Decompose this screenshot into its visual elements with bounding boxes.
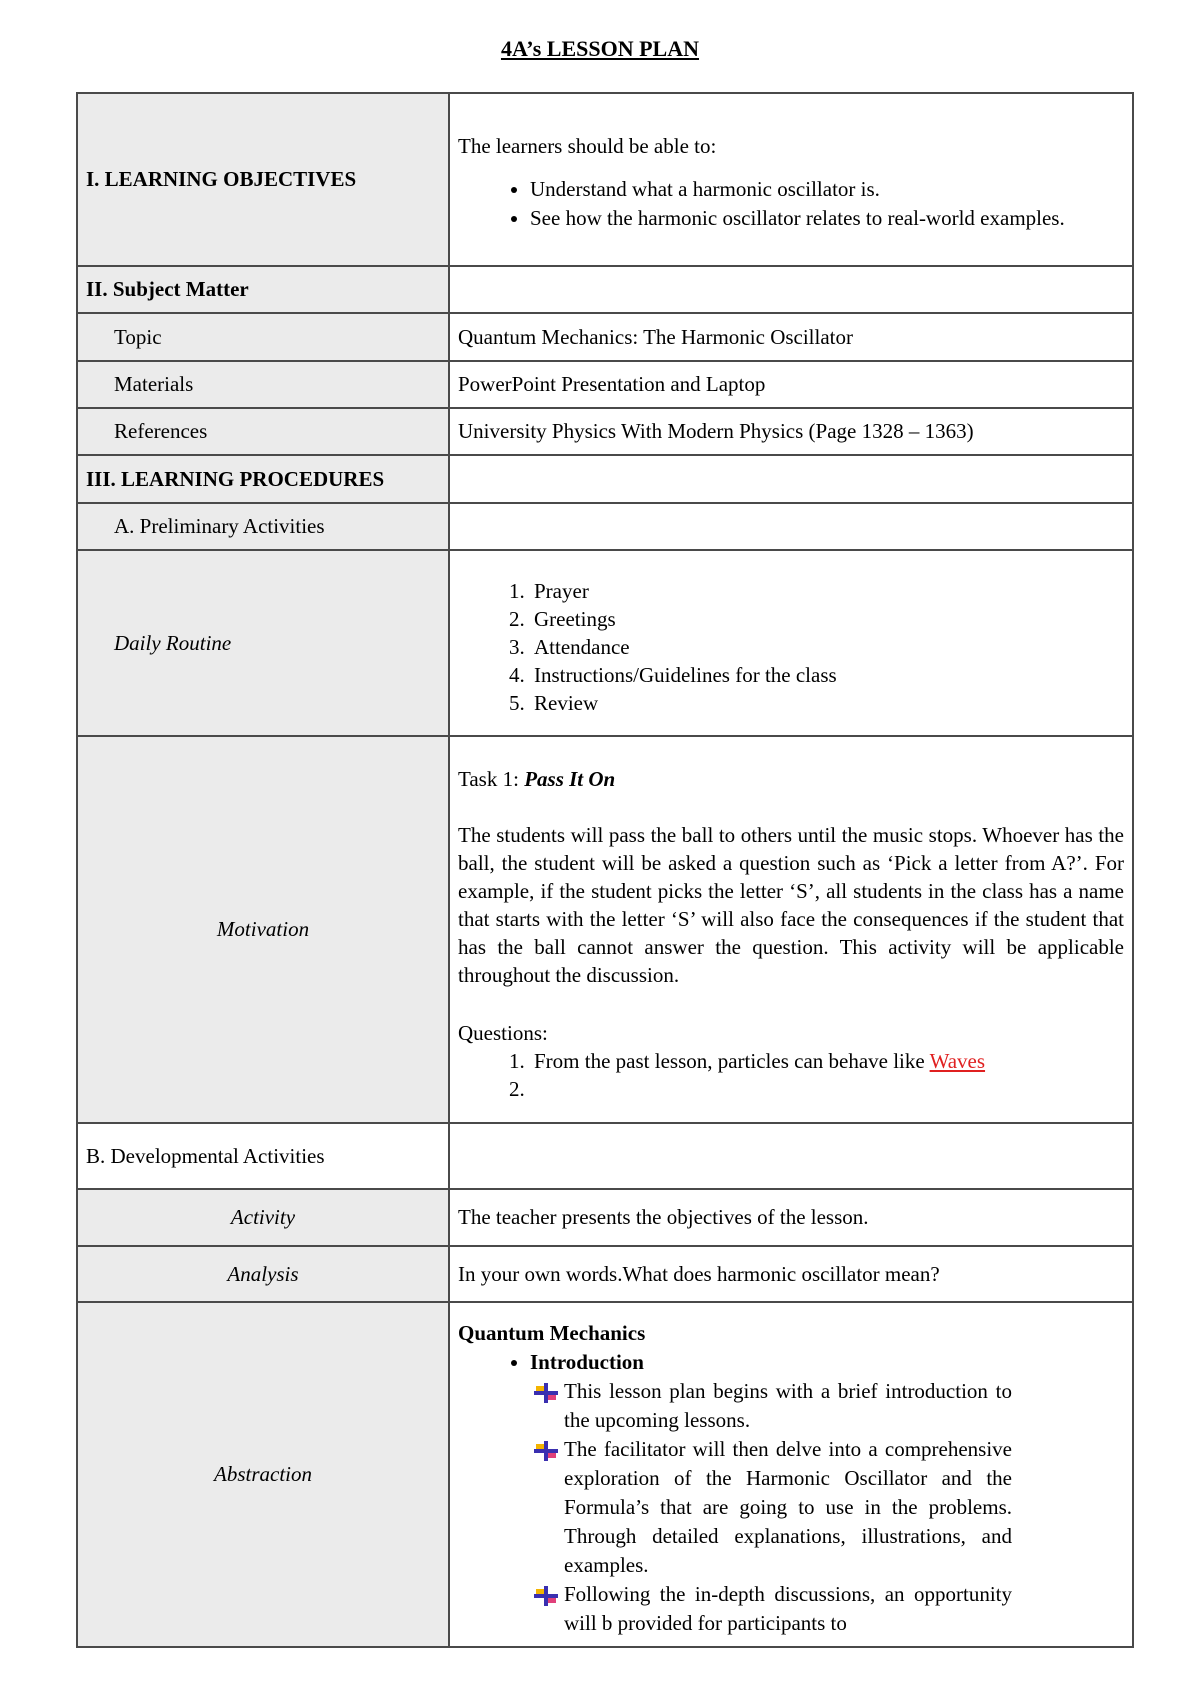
preliminary-label: A. Preliminary Activities: [77, 503, 449, 550]
activity-row: [77, 1189, 1133, 1246]
questions-list: [458, 1047, 1124, 1103]
abstraction-point: [532, 1435, 1012, 1580]
materials-row: [77, 361, 1133, 408]
materials-value: PowerPoint Presentation and Laptop: [449, 361, 1133, 408]
preliminary-row: [77, 503, 1133, 550]
routine-item: 2. Greetings: [530, 605, 1124, 633]
question-text: From the past lesson, particles can behave like: [534, 1048, 930, 1073]
materials-label: Materials: [77, 361, 449, 408]
subject-matter-row: [77, 266, 1133, 313]
analysis-row: [77, 1246, 1133, 1302]
question-answer: Waves: [929, 1048, 986, 1073]
objective-item: • See how the harmonic oscillator relates to real-world examples.: [530, 204, 1124, 233]
abstraction-point: [532, 1377, 1012, 1435]
task-heading: [458, 765, 1124, 793]
references-value: University Physics With Modern Physics (Page 1328 – 1363): [449, 408, 1133, 455]
subject-matter-value: [449, 266, 1133, 313]
routine-item: 5. Review: [530, 689, 1124, 717]
question-item: [530, 1047, 1124, 1075]
developmental-row: [77, 1123, 1133, 1189]
analysis-label: Analysis: [77, 1246, 449, 1302]
developmental-value: [449, 1123, 1133, 1189]
objectives-row: [77, 93, 1133, 266]
abstraction-subheading: • Introduction: [530, 1348, 1124, 1377]
abstraction-point-text: The facilitator will then delve into a comprehensive exploration of the Harmonic Oscillator and the Formula’s that are going to use in the problems. Through detailed explanations, illustrations, and examples.: [564, 1437, 1012, 1577]
references-row: [77, 408, 1133, 455]
references-label: References: [77, 408, 449, 455]
abstraction-point: [532, 1580, 1012, 1638]
preliminary-value: [449, 503, 1133, 550]
activity-value: The teacher presents the objectives of the lesson.: [449, 1189, 1133, 1246]
procedures-label: III. LEARNING PROCEDURES: [77, 455, 449, 503]
abstraction-point-text: Following the in-depth discussions, an opportunity will b provided for participants to: [564, 1582, 1012, 1635]
topic-label: Topic: [77, 313, 449, 361]
motivation-content: [449, 736, 1133, 1123]
question-item: [530, 1075, 1124, 1103]
abstraction-heading: Quantum Mechanics: [458, 1321, 646, 1345]
daily-routine-label: Daily Routine: [77, 550, 449, 736]
objectives-label: I. LEARNING OBJECTIVES: [77, 93, 449, 266]
abstraction-point-text: This lesson plan begins with a brief introduction to the upcoming lessons.: [564, 1379, 1012, 1432]
abstraction-label: Abstraction: [77, 1302, 449, 1647]
objectives-intro: The learners should be able to:: [458, 134, 717, 158]
abstraction-row: [77, 1302, 1133, 1647]
routine-item: 4. Instructions/Guidelines for the class: [530, 661, 1124, 689]
activity-label: Activity: [77, 1189, 449, 1246]
task-description: The students will pass the ball to others until the music stops. Whoever has the ball, the student will be asked a question such as ‘Pick a letter from A?’. For example, if the student picks the letter ‘S’, all students in the class has a name that starts with the letter ‘S’ will also face the consequences if the student that has the ball cannot answer the question. This activity will be applicable throughout the discussion.: [458, 822, 1124, 987]
abstraction-content: [449, 1302, 1133, 1647]
daily-routine-content: [449, 550, 1133, 736]
objective-item: • Understand what a harmonic oscillator is.: [530, 175, 1124, 204]
lesson-plan-table: [76, 92, 1134, 1648]
objectives-content: [449, 93, 1133, 266]
developmental-label: B. Developmental Activities: [77, 1123, 449, 1189]
daily-routine-row: [77, 550, 1133, 736]
pushpin-icon: [534, 1441, 558, 1461]
task-prefix: Task 1:: [458, 766, 519, 791]
topic-row: [77, 313, 1133, 361]
subject-matter-label: II. Subject Matter: [77, 266, 449, 313]
motivation-label: Motivation: [77, 736, 449, 1123]
motivation-row: [77, 736, 1133, 1123]
routine-item: 1. Prayer: [530, 577, 1124, 605]
objectives-list: [458, 175, 1124, 233]
abstraction-sections: [458, 1348, 1124, 1377]
routine-item: 3. Attendance: [530, 633, 1124, 661]
document-title: 4A’s LESSON PLAN: [500, 36, 700, 61]
procedures-row: [77, 455, 1133, 503]
pushpin-icon: [534, 1586, 558, 1606]
analysis-value: In your own words.What does harmonic oscillator mean?: [449, 1246, 1133, 1302]
abstraction-points: [532, 1377, 1012, 1638]
pushpin-icon: [534, 1383, 558, 1403]
task-name: Pass It On: [524, 766, 616, 791]
questions-label: Questions:: [458, 1020, 548, 1045]
daily-routine-list: [458, 577, 1124, 717]
topic-value: Quantum Mechanics: The Harmonic Oscillator: [449, 313, 1133, 361]
procedures-value: [449, 455, 1133, 503]
